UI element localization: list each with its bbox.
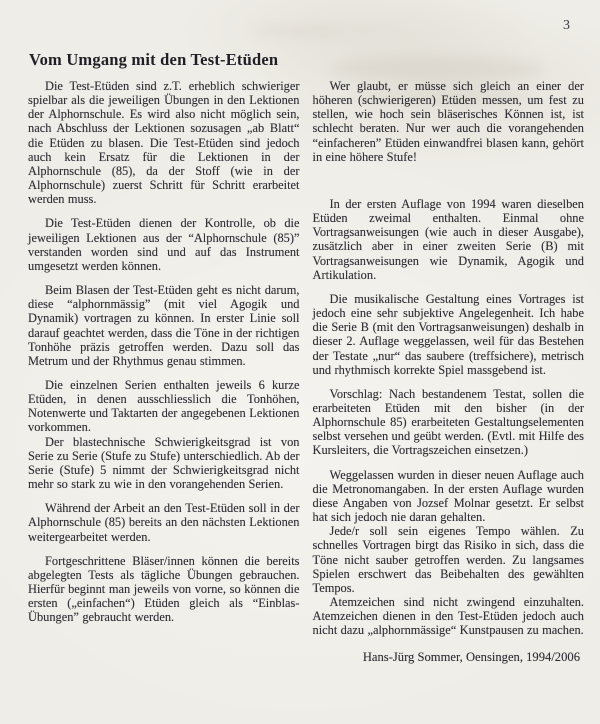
paragraph: Beim Blasen der Test-Etüden geht es nicht darum, diese “alphornmässig” (mit viel Agogik und Dynamik) vortragen zu können. In erster Linie soll darauf geachtet werden, dass die Töne in der richtigen Tonhöhe präzis getroffen werden. Dazu soll das Metrum und der Rhythmus genau stimmen. — [28, 283, 300, 368]
paragraph: Der blastechnische Schwierigkeitsgrad ist von Serie zu Serie (Stufe zu Stufe) unterschiedlich. Ab der Serie (Stufe) 5 nimmt der Schwierigkeitsgrad nicht mehr so stark zu wie in den vorangehenden Serien. — [28, 434, 300, 492]
right-column-paragraphs — [313, 79, 585, 637]
paragraph: Wer glaubt, er müsse sich gleich an einer der höheren (schwierigeren) Etüden messen, um fest zu stellen, wie hoch sein bläserisches Können ist, ist schlecht beraten. Nur wer auch die vorangehenden “einfacheren” Etüden einwandfrei blasen kann, gehört in eine höhere Stufe! — [312, 79, 584, 164]
bleed-through-smudge — [250, 24, 340, 38]
left-column-paragraphs — [28, 79, 300, 624]
page-title: Vom Umgang mit den Test-Etüden — [29, 50, 279, 69]
author-signature-line: Hans-Jürg Sommer, Oensingen, 1994/2006 — [362, 650, 580, 665]
page-number: 3 — [563, 18, 570, 33]
paragraph: Die musikalische Gestaltung eines Vortrages ist jedoch eine sehr subjektive Angelegenheit. Ich habe die Serie B (mit den Vortragsanweisungen) deshalb in dieser 2. Auflage weggelassen, weil für das Bestehen der Testate „nur“ das saubere (treffsichere), metrisch und rhythmisch korrekte Spiel massgebend ist. — [312, 291, 584, 377]
paragraph: Jede/r soll sein eigenes Tempo wählen. Zu schnelles Vortragen birgt das Risiko in sich, dass die Töne nicht sauber getroffen werden. Zu langsames Spielen erschwert das Beibehalten des gewählten Tempos. — [312, 524, 584, 595]
right-column — [313, 79, 585, 665]
paragraph: Atemzeichen sind nicht zwingend einzuhalten. Atemzeichen dienen in den Test-Etüden jedoch auch nicht dazu „alphornmässige“ Kunstpausen zu machen. — [312, 595, 584, 638]
left-column — [28, 79, 300, 665]
two-column-text-body — [28, 79, 584, 665]
paragraph: In der ersten Auflage von 1994 waren dieselben Etüden zweimal enthalten. Einmal ohne Vortragsanweisungen (wie auch in dieser Ausgabe), zusätzlich aber in einer zweiten Serie (B) mit Vortragsanweisungen wie Dynamik, Agogik und Artikulation. — [312, 196, 584, 282]
paragraph: Fortgeschrittene Bläser/innen können die bereits abgelegten Tests als tägliche Übungen gebrauchen. Hierfür beginnt man jeweils von vorne, so können die ersten („einfachen“) Etüden gleich als “Einblas-Übungen” gebraucht werden. — [28, 553, 300, 625]
paragraph: Weggelassen wurden in dieser neuen Auflage auch die Metronomangaben. In der ersten Auflage wurden diese Angaben von Jozsef Molnar gesetzt. Er selbst hat sich jedoch nie daran gehalten. — [312, 467, 584, 525]
paragraph: Die einzelnen Serien enthalten jeweils 6 kurze Etüden, in denen ausschliesslich die Tonhöhen, Notenwerte und Taktarten der angegebenen Lektionen vorkommen. — [28, 377, 300, 435]
paragraph: Die Test-Etüden sind z.T. erheblich schwieriger spielbar als die jeweiligen Übungen in den Lektionen der Alphornschule. Es wird also nicht möglich sein, nach Abschluss der Lektionen sozusagen „ab Blatt“ die Etüden zu blasen. Die Test-Etüden sind jedoch auch kein Ersatz für die Lektionen in der Alphornschule (85), da der Stoff (wie in der Alphornschule) zuerst Schritt für Schritt erarbeitet werden muss. — [28, 79, 300, 207]
paragraph: Die Test-Etüden dienen der Kontrolle, ob die jeweiligen Lektionen aus der “Alphornschule (85)” verstanden worden sind und auf das Instrument umgesetzt werden können. — [28, 216, 300, 273]
paragraph: Vorschlag: Nach bestandenem Testat, sollen die erarbeiteten Etüden mit den bisher (in der Alphornschule 85) erarbeiteten Gestaltungselementen selbst versehen und geübt werden. (Evtl. mit Hilfe des Kursleiters, die Vortragszeichen einsetzen.) — [312, 386, 584, 458]
paragraph: Während der Arbeit an den Test-Etüden soll in der Alphornschule (85) bereits an den nächsten Lektionen weitergearbeitet werden. — [28, 501, 300, 544]
